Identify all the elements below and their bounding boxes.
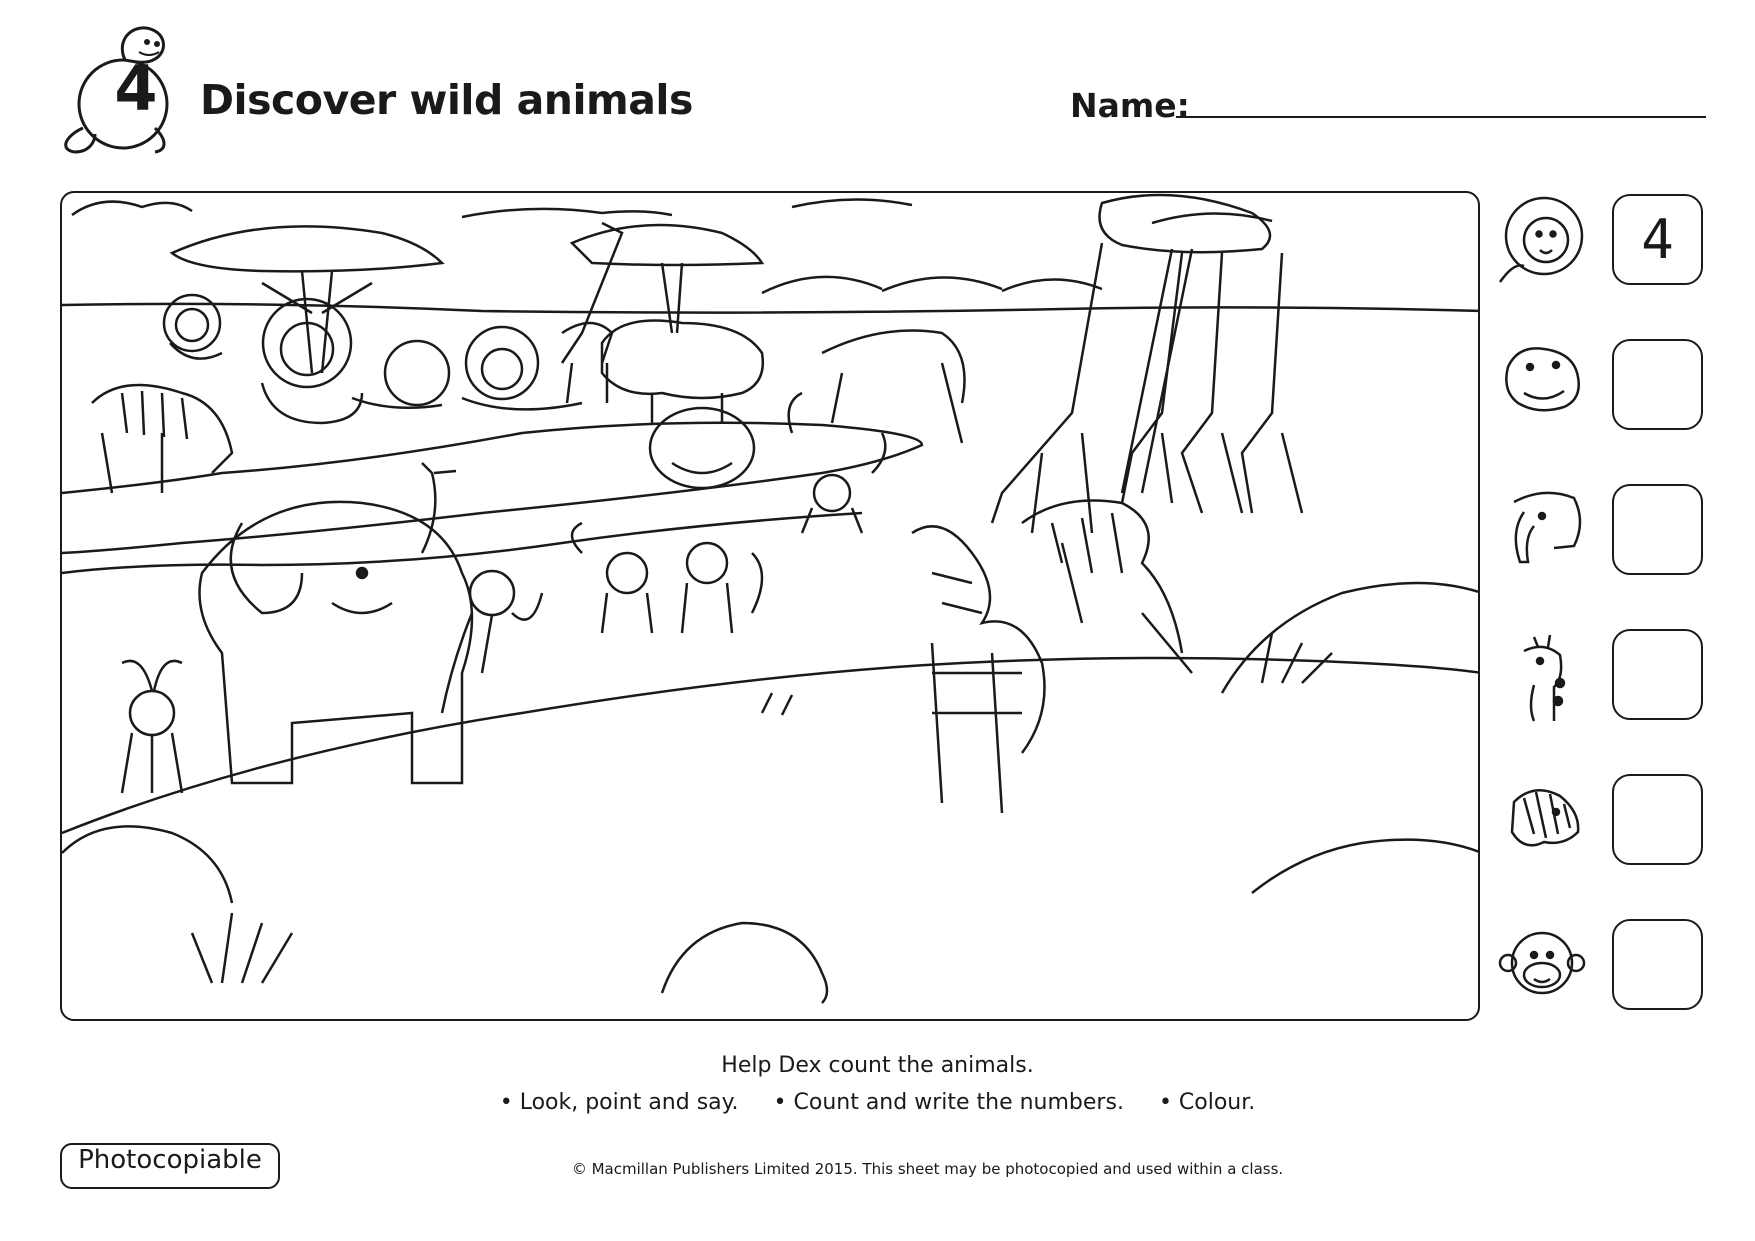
zebra-icon [912, 526, 1045, 813]
giraffe-icon [1122, 253, 1182, 503]
cloud-icon [462, 209, 672, 217]
lion-icon [462, 327, 582, 409]
monkey-face-icon [1494, 917, 1588, 1013]
tally-row-zebra [1490, 770, 1705, 870]
copyright-notice: © Macmillan Publishers Limited 2015. This sheet may be photocopied and used within a class. [571, 1160, 1284, 1178]
hippo-count-box[interactable] [1612, 339, 1703, 430]
giraffe-icon [1242, 253, 1302, 513]
instruction-title: Help Dex count the animals. [721, 1053, 1034, 1078]
giraffe-icon [789, 331, 965, 444]
hippo-icon [650, 408, 754, 488]
elephant-face-icon [1494, 482, 1588, 578]
giraffe-icon [1182, 253, 1242, 513]
zebra-icon [1022, 501, 1192, 674]
instruction-item: • Colour. [1158, 1090, 1256, 1115]
safari-scene-illustration [60, 191, 1480, 1021]
giraffe-icon [992, 243, 1102, 533]
rock-icon [1222, 583, 1480, 693]
cloud-icon [72, 202, 192, 215]
elephant-icon [200, 463, 473, 783]
grass-icon [762, 693, 792, 715]
instruction-list [0, 1090, 1755, 1115]
unit-number: 4 [114, 52, 158, 125]
lion-icon [352, 341, 449, 408]
tally-row-elephant [1490, 480, 1705, 580]
monkey-icon [682, 543, 762, 633]
zebra-count-box[interactable] [1612, 774, 1703, 865]
tally-row-hippo [1490, 335, 1705, 435]
waterhole [62, 423, 922, 553]
monkey-count-box[interactable] [1612, 919, 1703, 1010]
giraffe-count-box[interactable] [1612, 629, 1703, 720]
hippo-icon [602, 321, 763, 424]
instruction-item: • Look, point and say. [499, 1090, 739, 1115]
zebra-icon [92, 385, 232, 493]
zebra-face-icon [1494, 772, 1588, 868]
rock-icon [62, 826, 232, 903]
tally-row-lion [1490, 190, 1705, 290]
monkey-icon [442, 571, 542, 713]
hippo-face-icon [1494, 337, 1588, 433]
grass-icon [192, 913, 292, 983]
monkey-icon [802, 433, 885, 533]
grass-icon [1262, 633, 1332, 683]
elephant-count-box[interactable] [1612, 484, 1703, 575]
name-input-line[interactable] [1176, 116, 1706, 118]
giraffe-face-icon [1494, 627, 1588, 723]
instruction-item: • Count and write the numbers. [773, 1090, 1124, 1115]
rock-icon [662, 923, 827, 1003]
tally-row-giraffe [1490, 625, 1705, 725]
cloud-icon [792, 199, 912, 207]
monkey-icon [122, 661, 182, 793]
rock-icon [1252, 840, 1480, 893]
page-title: Discover wild animals [200, 76, 693, 124]
acacia-tree-icon [1100, 195, 1271, 252]
tally-row-monkey [1490, 915, 1705, 1015]
photocopiable-badge: Photocopiable [60, 1143, 280, 1189]
acacia-tree-icon [572, 225, 762, 265]
name-label: Name: [1070, 86, 1190, 125]
lion-count-box[interactable]: 4 [1612, 194, 1703, 285]
acacia-tree-icon [172, 226, 442, 271]
lion-face-icon [1494, 192, 1588, 288]
